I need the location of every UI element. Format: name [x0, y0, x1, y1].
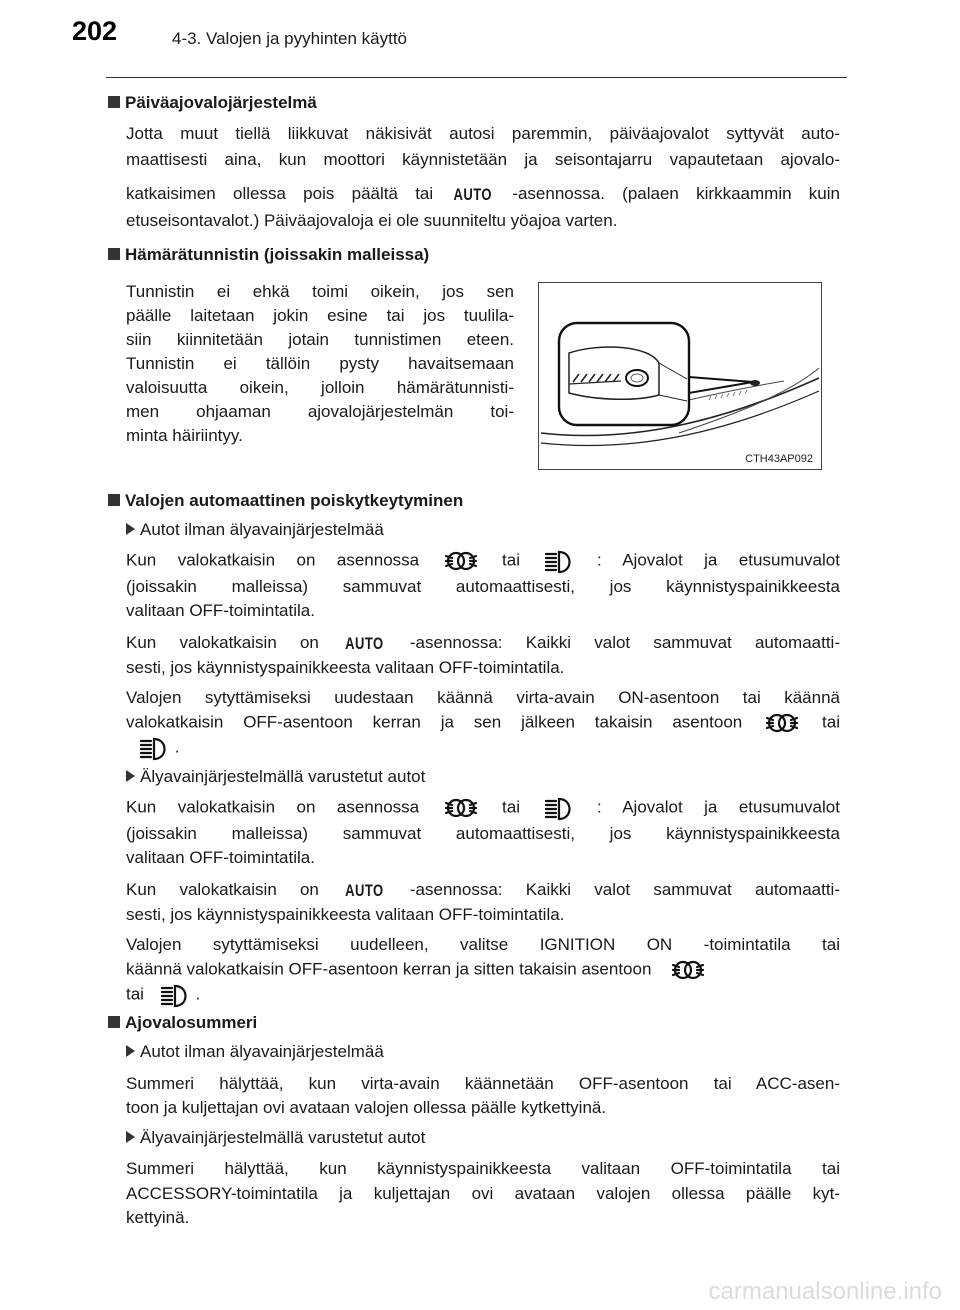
text-line: tai . — [126, 982, 840, 1008]
square-bullet-icon — [108, 248, 120, 260]
sensor-text-line: siin kiinnitetään jotain tunnistimen eteen. — [126, 330, 514, 349]
tail-light-icon — [670, 957, 706, 983]
sensor-text-line: Tunnistin ei ehkä toimi oikein, jos sen — [126, 282, 514, 301]
text-line: sesti, jos käynnistyspainikkeesta valitaan OFF-toimintatila. — [126, 905, 565, 924]
text-line: maattisesti aina, kun moottori käynnistetään ja seisontajarru vapautetaan ajovalo- — [126, 150, 840, 169]
auto-icon: AUTO — [345, 633, 384, 653]
text-line: Kun valokatkaisin on AUTO -asennossa: Kaikki valot sammuvat automaatti- — [126, 878, 840, 903]
header-rule — [106, 77, 847, 78]
auto-icon: AUTO — [345, 880, 384, 900]
text-line: Kun valokatkaisin on asennossa tai : Ajovalot ja etusumuvalot — [126, 795, 840, 821]
sensor-text-line: Tunnistin ei tällöin pysty havaitsemaan — [126, 354, 514, 373]
tail-light-icon — [764, 710, 800, 736]
text-line: Summeri hälyttää, kun käynnistyspainikkeesta valitaan OFF-toimintatila tai — [126, 1159, 840, 1178]
triangle-bullet-icon — [126, 1045, 135, 1057]
text-line: ACCESSORY-toimintatila ja kuljettajan ovi avataan valojen ollessa päälle kyt- — [126, 1184, 840, 1203]
text-line: toon ja kuljettajan ovi avataan valojen ollessa päälle kytkettyinä. — [126, 1098, 607, 1117]
subheading: Autot ilman älyavainjärjestelmää — [126, 520, 384, 540]
triangle-bullet-icon — [126, 1131, 135, 1143]
text-line: Valojen sytyttämiseksi uudelleen, valitse IGNITION ON -toimintatila tai — [126, 935, 840, 954]
text-line: katkaisimen ollessa pois päältä tai AUTO -asennossa. (palaen kirkkaammin kuin — [126, 182, 840, 207]
section-heading-buzzer: Ajovalosummeri — [108, 1013, 257, 1033]
text-line: käännä valokatkaisin OFF-asentoon kerran ja sitten takaisin asentoon — [126, 957, 840, 983]
text-line: etuseisontavalot.) Päiväajovaloja ei ole suunniteltu yöajoa varten. — [126, 211, 618, 230]
text-line: Valojen sytyttämiseksi uudestaan käännä virta-avain ON-asentoon tai käännä — [126, 688, 840, 707]
text-line: Summeri hälyttää, kun virta-avain käännetään OFF-asentoon tai ACC-asen- — [126, 1074, 840, 1093]
tail-light-icon — [443, 795, 479, 821]
subheading: Älyavainjärjestelmällä varustetut autot — [126, 1128, 425, 1148]
figure-code: CTH43AP092 — [745, 453, 813, 465]
triangle-bullet-icon — [126, 770, 135, 782]
triangle-bullet-icon — [126, 523, 135, 535]
text-line: kettyinä. — [126, 1208, 190, 1227]
headlight-icon — [543, 548, 573, 574]
text-line: (joissakin malleissa) sammuvat automaattisesti, jos käynnistyspainikkeesta — [126, 577, 840, 596]
sensor-text-line: men ohjaaman ajovalojärjestelmän toi- — [126, 402, 514, 421]
text-line: sesti, jos käynnistyspainikkeesta valitaan OFF-toimintatila. — [126, 658, 565, 677]
sensor-text-line: valoisuutta oikein, jolloin hämärätunnisti- — [126, 378, 514, 397]
tail-light-icon — [443, 548, 479, 574]
sensor-text-line: päälle laitetaan jokin esine tai jos tuulila- — [126, 306, 514, 325]
text-line: valokatkaisin OFF-asentoon kerran ja sen jälkeen takaisin asentoon tai — [126, 710, 840, 736]
headlight-icon — [138, 735, 168, 761]
watermark: carmanualsonline.info — [708, 1278, 942, 1305]
sensor-text-line: minta häiriintyy. — [126, 426, 243, 445]
sensor-illustration — [538, 282, 822, 470]
windshield-sensor-drawing — [539, 283, 821, 469]
square-bullet-icon — [108, 494, 120, 506]
text-line: Kun valokatkaisin on AUTO -asennossa: Kaikki valot sammuvat automaatti- — [126, 631, 840, 656]
page-number: 202 — [72, 16, 118, 46]
text-line: valitaan OFF-toimintatila. — [126, 601, 315, 620]
text-line: Jotta muut tiellä liikkuvat näkisivät autosi paremmin, päiväajovalot syttyvät auto- — [126, 124, 840, 143]
section-heading-sensor: Hämärätunnistin (joissakin malleissa) — [108, 245, 429, 265]
headlight-icon — [159, 982, 189, 1008]
headlight-icon — [543, 795, 573, 821]
text-line: Kun valokatkaisin on asennossa tai : Ajovalot ja etusumuvalot — [126, 548, 840, 574]
section-heading-drl: Päiväajovalojärjestelmä — [108, 93, 317, 113]
square-bullet-icon — [108, 1016, 120, 1028]
text-line: valitaan OFF-toimintatila. — [126, 848, 315, 867]
text-line: (joissakin malleissa) sammuvat automaattisesti, jos käynnistyspainikkeesta — [126, 824, 840, 843]
chapter-title: 4-3. Valojen ja pyyhinten käyttö — [172, 29, 407, 48]
auto-icon: AUTO — [453, 184, 493, 204]
square-bullet-icon — [108, 96, 120, 108]
text-line: . — [126, 735, 840, 761]
section-heading-auto-off: Valojen automaattinen poiskytkeytyminen — [108, 491, 463, 511]
subheading: Älyavainjärjestelmällä varustetut autot — [126, 767, 425, 787]
subheading: Autot ilman älyavainjärjestelmää — [126, 1042, 384, 1062]
